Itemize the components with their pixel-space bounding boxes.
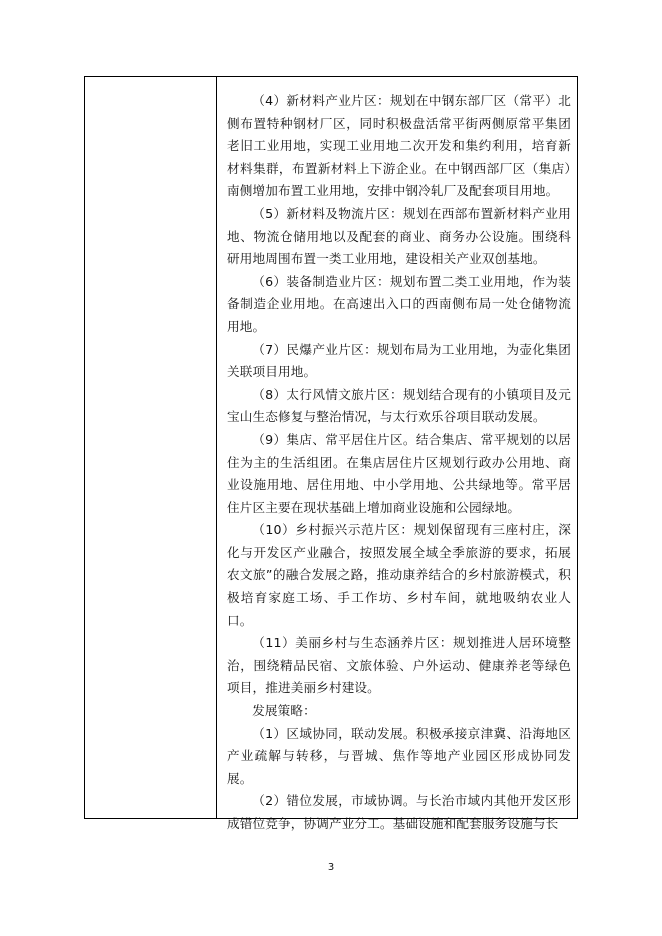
- paragraph-materials-logistics-zone: （5）新材料及物流片区：规划在西部布置新材料产业用地、物流仓储用地以及配套的商业、商务办公设施。围绕科研用地周围布置一类工业用地，建设相关产业双创基地。: [227, 205, 571, 267]
- paragraph-ecological-zone: （11）美丽乡村与生态涵养片区：规划推进人居环境整治，围绕精品民宿、文旅体验、户外运动、健康养老等绿色项目，推进美丽乡村建设。: [227, 635, 571, 696]
- paragraph-residential-zone: （9）集店、常平居住片区。结合集店、常平规划的以居住为主的生活组团。在集店居住片区规划行政办公用地、商业设施用地、居住用地、中小学用地、公共绿地等。常平居住片区主要在现状基础上增加商业设施和公园绿地。: [227, 431, 571, 515]
- paragraph-strategy-1: （1）区域协同，联动发展。积极承接京津冀、沿海地区产业疏解与转移，与晋城、焦作等地产业园区形成协同发展。: [227, 725, 571, 786]
- paragraph-strategy-heading: 发展策略：: [252, 703, 316, 719]
- table-left-cell: [85, 77, 217, 818]
- paragraph-taihang-tourism-zone: （8）太行风情文旅片区：规划结合现有的小镇项目及元宝山生态修复与整治情况，与太行欢乐谷项目联动发展。: [227, 386, 571, 425]
- page-number: 3: [327, 862, 335, 873]
- paragraph-new-materials-zone: （4）新材料产业片区：规划在中钢东部厂区（常平）北侧布置特种钢材厂区，同时积极盘活常平街两侧原常平集团老旧工业用地，实现工业用地二次开发和集约利用，培育新材料集群，布置新材料上下游企业。在中钢西部厂区（集店）南侧增加布置工业用地，安排中钢冷轧厂及配套项目用地。: [227, 93, 571, 199]
- content-table: [84, 76, 578, 831]
- paragraph-rural-revitalization-zone: （10）乡村振兴示范片区：规划保留现有三座村庄，深化与开发区产业融合，按照发展全域全季旅游的要求，拓展农文旅”的融合发展之路，推动康养结合的乡村旅游模式，积极培育家庭工场、手工作坊、乡村车间，就地吸纳农业人口。: [227, 522, 571, 628]
- paragraph-strategy-2: （2）错位发展，市域协调。与长治市域内其他开发区形成错位竞争，协调产业分工。基础设施和配套服务设施与长: [227, 793, 571, 831]
- paragraph-equipment-manufacturing-zone: （6）装备制造业片区：规划布置二类工业用地，作为装备制造企业用地。在高速出入口的西南侧布局一处仓储物流用地。: [227, 273, 571, 334]
- table-right-cell: [217, 77, 577, 831]
- paragraph-civil-explosives-zone: （7）民爆产业片区：规划布局为工业用地，为壶化集团关联项目用地。: [227, 341, 571, 380]
